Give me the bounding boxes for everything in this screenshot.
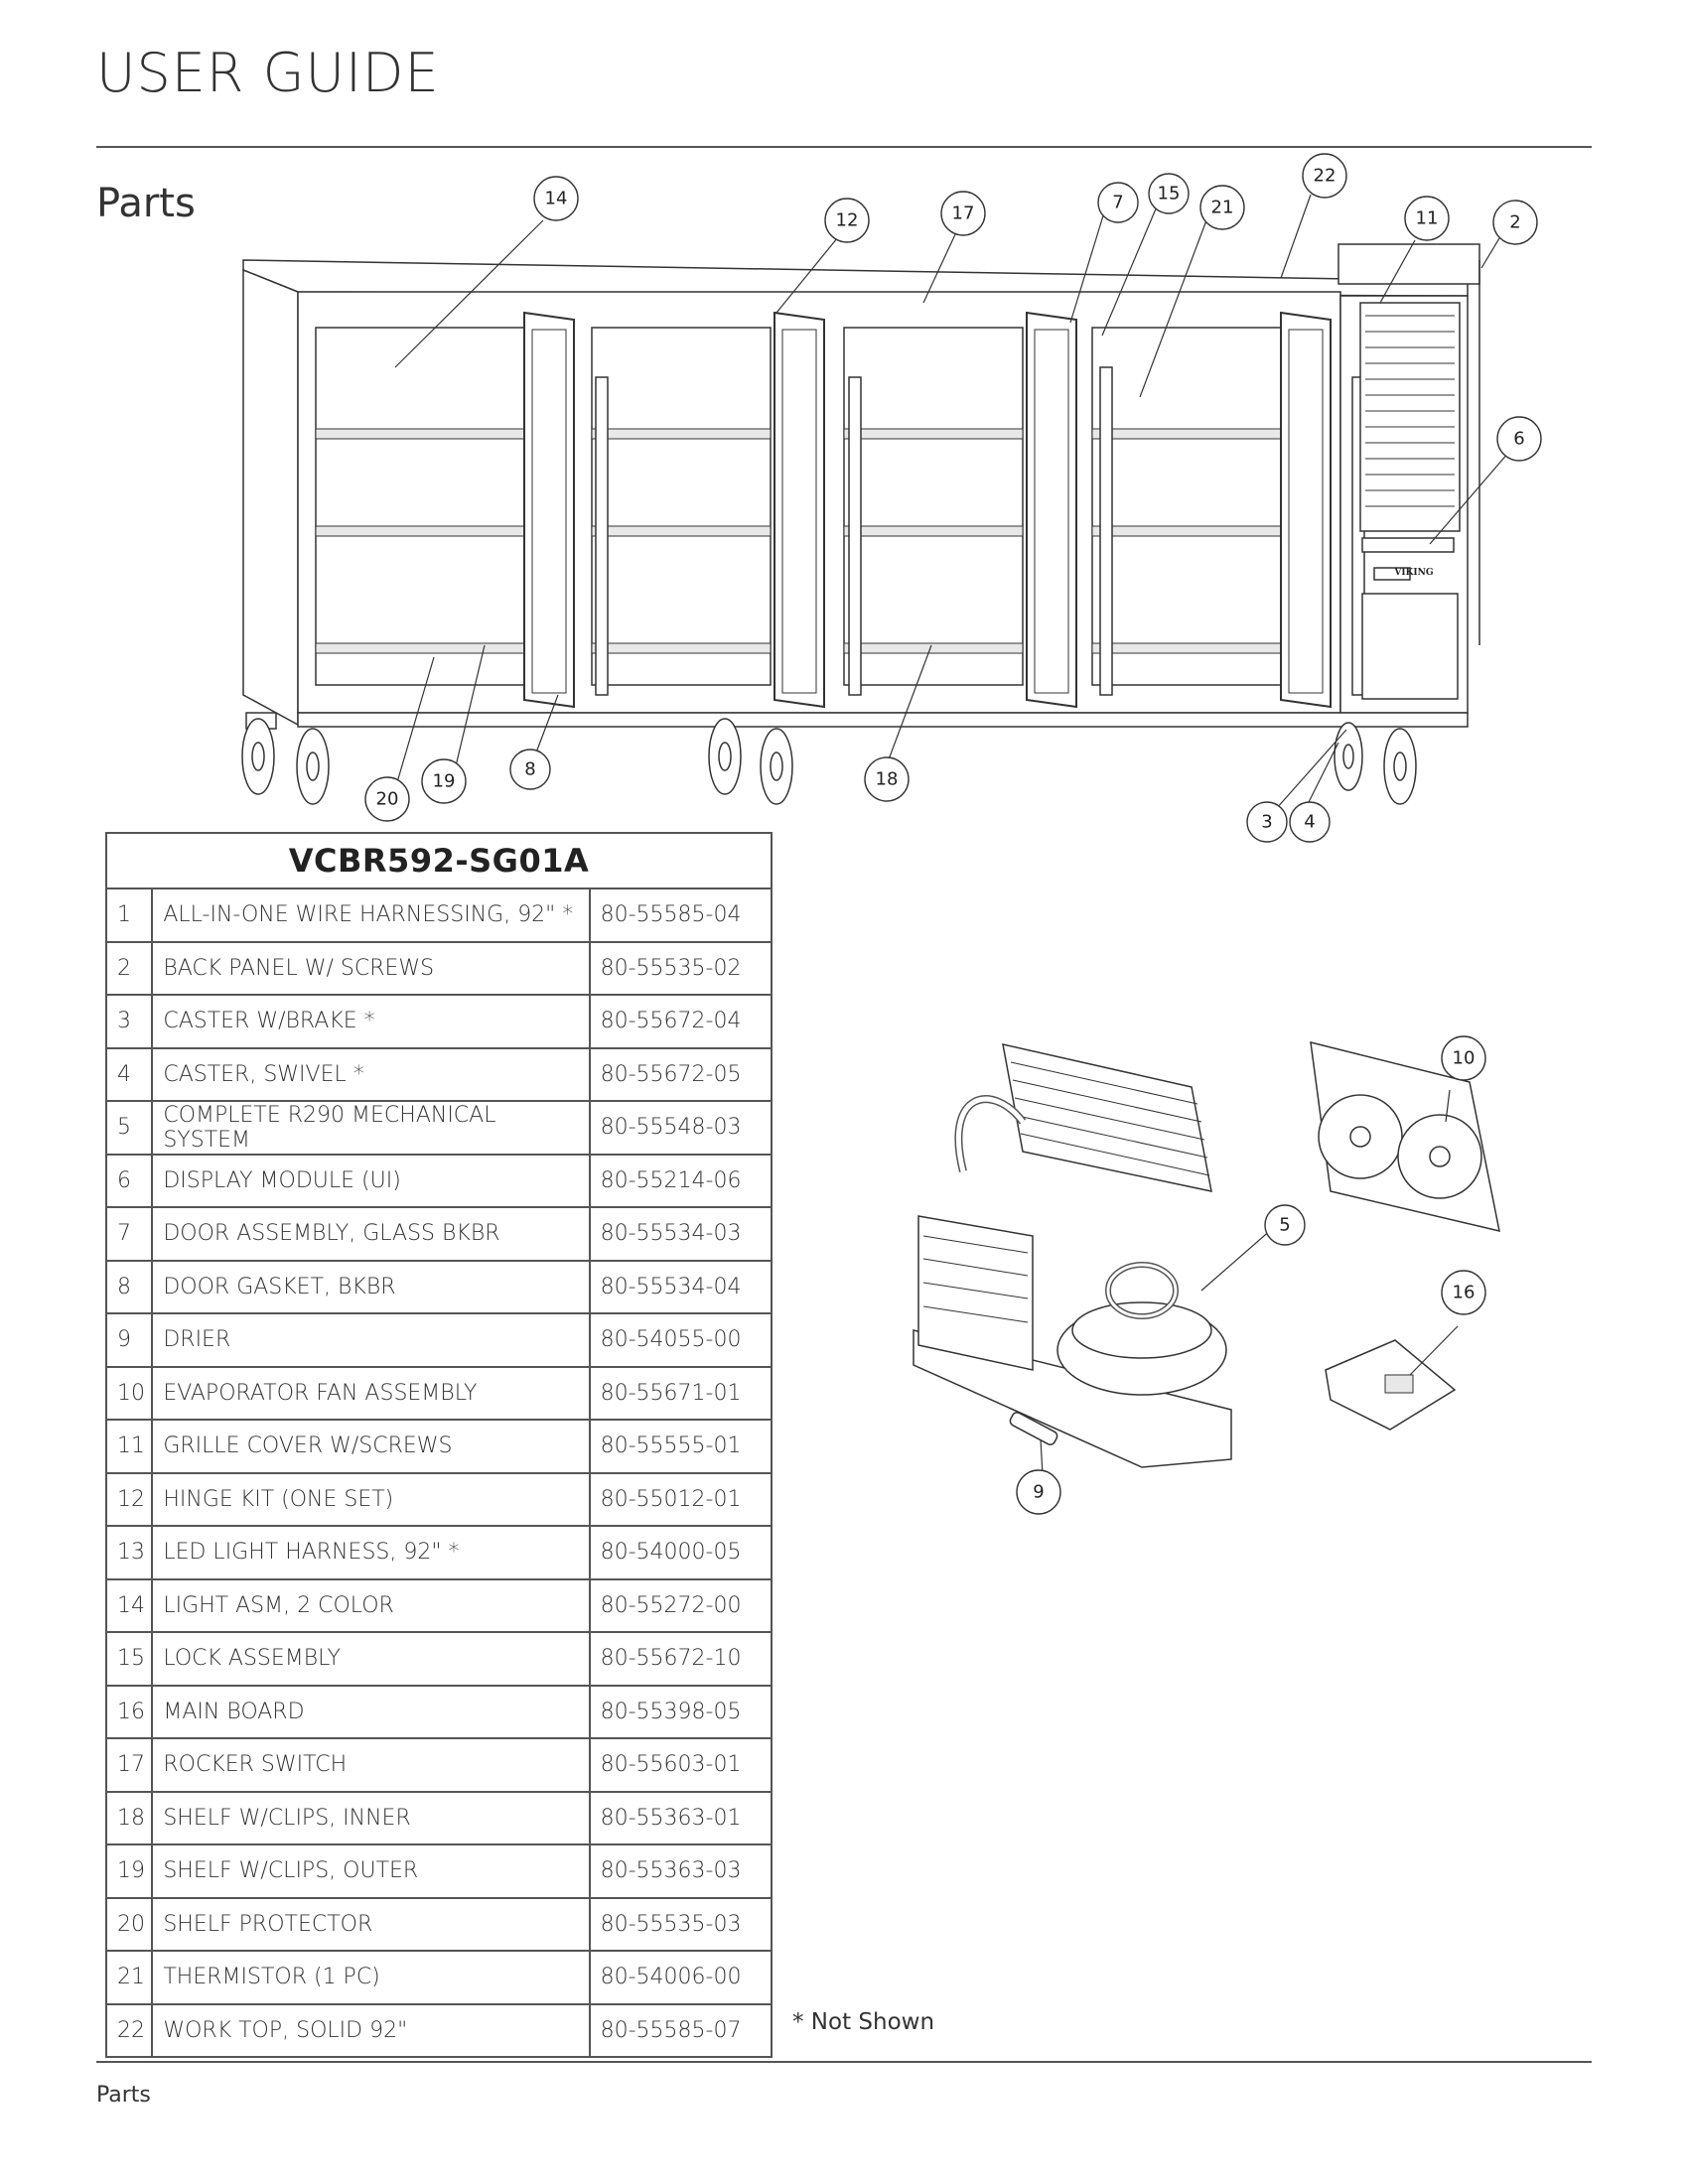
part-number-index: 7	[106, 1207, 152, 1261]
callout-17	[941, 192, 985, 235]
part-number-index: 16	[106, 1686, 152, 1739]
part-description: LIGHT ASM, 2 COLOR	[152, 1579, 589, 1633]
part-description: DOOR ASSEMBLY, GLASS BKBR	[152, 1207, 589, 1261]
part-code: 80-55272-00	[590, 1579, 772, 1633]
svg-text:20: 20	[375, 788, 399, 810]
part-code: 80-55603-01	[590, 1738, 772, 1792]
table-row	[106, 1792, 772, 1845]
part-description: LOCK ASSEMBLY	[152, 1632, 589, 1686]
svg-text:19: 19	[432, 770, 456, 792]
part-code: 80-55671-01	[590, 1367, 772, 1421]
table-row	[106, 1579, 772, 1633]
part-code: 80-55535-03	[590, 1898, 772, 1952]
part-description: CASTER W/BRAKE *	[152, 995, 589, 1048]
table-row	[106, 1526, 772, 1579]
part-number-index: 6	[106, 1155, 152, 1208]
part-number-index: 1	[106, 888, 152, 942]
callout-14	[534, 177, 578, 220]
part-number-index: 2	[106, 942, 152, 996]
part-description: ROCKER SWITCH	[152, 1738, 589, 1792]
section-title: Parts	[96, 181, 196, 226]
part-description: DOOR GASKET, BKBR	[152, 1261, 589, 1314]
callout-12	[825, 199, 869, 242]
table-row	[106, 1632, 772, 1686]
footer-label: Parts	[96, 2083, 151, 2108]
svg-text:5: 5	[1279, 1214, 1291, 1236]
part-code: 80-55534-03	[590, 1207, 772, 1261]
part-code: 80-55534-04	[590, 1261, 772, 1314]
part-description: LED LIGHT HARNESS, 92" *	[152, 1526, 589, 1579]
part-code: 80-55672-05	[590, 1048, 772, 1102]
svg-text:9: 9	[1033, 1481, 1045, 1503]
part-code: 80-55585-04	[590, 888, 772, 942]
cabinet-illustration	[242, 244, 1479, 804]
part-number-index: 11	[106, 1420, 152, 1473]
mechanical-system-illustration	[914, 1042, 1499, 1467]
table-row	[106, 1473, 772, 1527]
part-description: EVAPORATOR FAN ASSEMBLY	[152, 1367, 589, 1421]
part-code: 80-55585-07	[590, 2004, 772, 2058]
table-row	[106, 1207, 772, 1261]
table-row	[106, 888, 772, 942]
svg-text:22: 22	[1313, 165, 1336, 187]
part-number-index: 9	[106, 1313, 152, 1367]
callout-22	[1303, 154, 1346, 198]
table-row	[106, 1686, 772, 1739]
table-row	[106, 1951, 772, 2004]
table-row	[106, 1261, 772, 1314]
svg-text:3: 3	[1261, 811, 1273, 833]
part-code: 80-55535-02	[590, 942, 772, 996]
part-number-index: 13	[106, 1526, 152, 1579]
part-number-index: 22	[106, 2004, 152, 2058]
svg-text:2: 2	[1509, 211, 1521, 233]
part-number-index: 4	[106, 1048, 152, 1102]
svg-text:21: 21	[1210, 197, 1234, 218]
part-description: BACK PANEL W/ SCREWS	[152, 942, 589, 996]
callout-5	[1265, 1205, 1305, 1245]
part-number-index: 12	[106, 1473, 152, 1527]
table-row	[106, 1898, 772, 1952]
svg-text:4: 4	[1304, 811, 1316, 833]
callout-15	[1149, 174, 1189, 213]
part-code: 80-55012-01	[590, 1473, 772, 1527]
table-row	[106, 1420, 772, 1473]
part-description: DRIER	[152, 1313, 589, 1367]
svg-text:11: 11	[1415, 207, 1439, 229]
part-description: WORK TOP, SOLID 92"	[152, 2004, 589, 2058]
svg-text:14: 14	[544, 188, 568, 209]
callout-21	[1200, 186, 1244, 229]
part-number-index: 18	[106, 1792, 152, 1845]
part-number-index: 5	[106, 1101, 152, 1155]
part-description: THERMISTOR (1 PC)	[152, 1951, 589, 2004]
footnote: * Not Shown	[792, 2009, 935, 2035]
callout-9	[1017, 1470, 1060, 1514]
part-number-index: 20	[106, 1898, 152, 1952]
callout-2	[1493, 201, 1537, 244]
svg-text:17: 17	[951, 203, 975, 224]
part-description: SHELF W/CLIPS, INNER	[152, 1792, 589, 1845]
part-description: SHELF W/CLIPS, OUTER	[152, 1844, 589, 1898]
part-number-index: 10	[106, 1367, 152, 1421]
svg-text:6: 6	[1513, 428, 1525, 450]
svg-text:10: 10	[1452, 1047, 1476, 1069]
table-row	[106, 1313, 772, 1367]
part-number-index: 3	[106, 995, 152, 1048]
callout-19	[422, 759, 466, 803]
svg-text:16: 16	[1452, 1282, 1476, 1303]
footer-divider	[96, 2061, 1592, 2063]
part-description: SHELF PROTECTOR	[152, 1898, 589, 1952]
part-description: CASTER, SWIVEL *	[152, 1048, 589, 1102]
callout-11	[1405, 197, 1449, 240]
table-row	[106, 1738, 772, 1792]
svg-text:8: 8	[524, 758, 536, 780]
callout-4	[1290, 802, 1330, 842]
svg-text:18: 18	[875, 768, 899, 790]
callout-7	[1098, 183, 1138, 222]
callout-10	[1442, 1036, 1485, 1080]
callout-18	[865, 757, 909, 801]
parts-table-body	[106, 888, 772, 2057]
part-number-index: 21	[106, 1951, 152, 2004]
callout-20	[365, 777, 409, 821]
callout-8	[510, 750, 550, 789]
part-description: MAIN BOARD	[152, 1686, 589, 1739]
part-code: 80-55214-06	[590, 1155, 772, 1208]
part-code: 80-55398-05	[590, 1686, 772, 1739]
part-code: 80-54000-05	[590, 1526, 772, 1579]
svg-text:15: 15	[1157, 183, 1181, 205]
part-number-index: 15	[106, 1632, 152, 1686]
part-code: 80-55363-01	[590, 1792, 772, 1845]
part-number-index: 8	[106, 1261, 152, 1314]
table-row	[106, 1367, 772, 1421]
part-description: COMPLETE R290 MECHANICAL SYSTEM	[152, 1101, 589, 1155]
svg-text:7: 7	[1112, 192, 1124, 213]
part-description: DISPLAY MODULE (UI)	[152, 1155, 589, 1208]
part-description: GRILLE COVER W/SCREWS	[152, 1420, 589, 1473]
svg-text:12: 12	[835, 209, 859, 231]
parts-table	[105, 832, 773, 2058]
callout-6	[1497, 417, 1541, 461]
part-code: 80-55672-10	[590, 1632, 772, 1686]
model-number-header: VCBR592-SG01A	[106, 833, 772, 888]
table-row	[106, 1844, 772, 1898]
part-description: HINGE KIT (ONE SET)	[152, 1473, 589, 1527]
part-code: 80-55548-03	[590, 1101, 772, 1155]
callout-3	[1247, 802, 1287, 842]
table-row	[106, 995, 772, 1048]
table-row	[106, 1101, 772, 1155]
callout-16	[1442, 1271, 1485, 1314]
table-row	[106, 1048, 772, 1102]
page-header-title: USER GUIDE	[96, 42, 440, 104]
part-code: 80-54006-00	[590, 1951, 772, 2004]
part-code: 80-55672-04	[590, 995, 772, 1048]
part-number-index: 19	[106, 1844, 152, 1898]
part-description: ALL-IN-ONE WIRE HARNESSING, 92" *	[152, 888, 589, 942]
table-row	[106, 942, 772, 996]
part-code: 80-55555-01	[590, 1420, 772, 1473]
part-code: 80-54055-00	[590, 1313, 772, 1367]
table-row	[106, 1155, 772, 1208]
part-code: 80-55363-03	[590, 1844, 772, 1898]
table-row	[106, 2004, 772, 2058]
part-number-index: 17	[106, 1738, 152, 1792]
part-number-index: 14	[106, 1579, 152, 1633]
brand-label: VIKING	[1394, 568, 1434, 578]
